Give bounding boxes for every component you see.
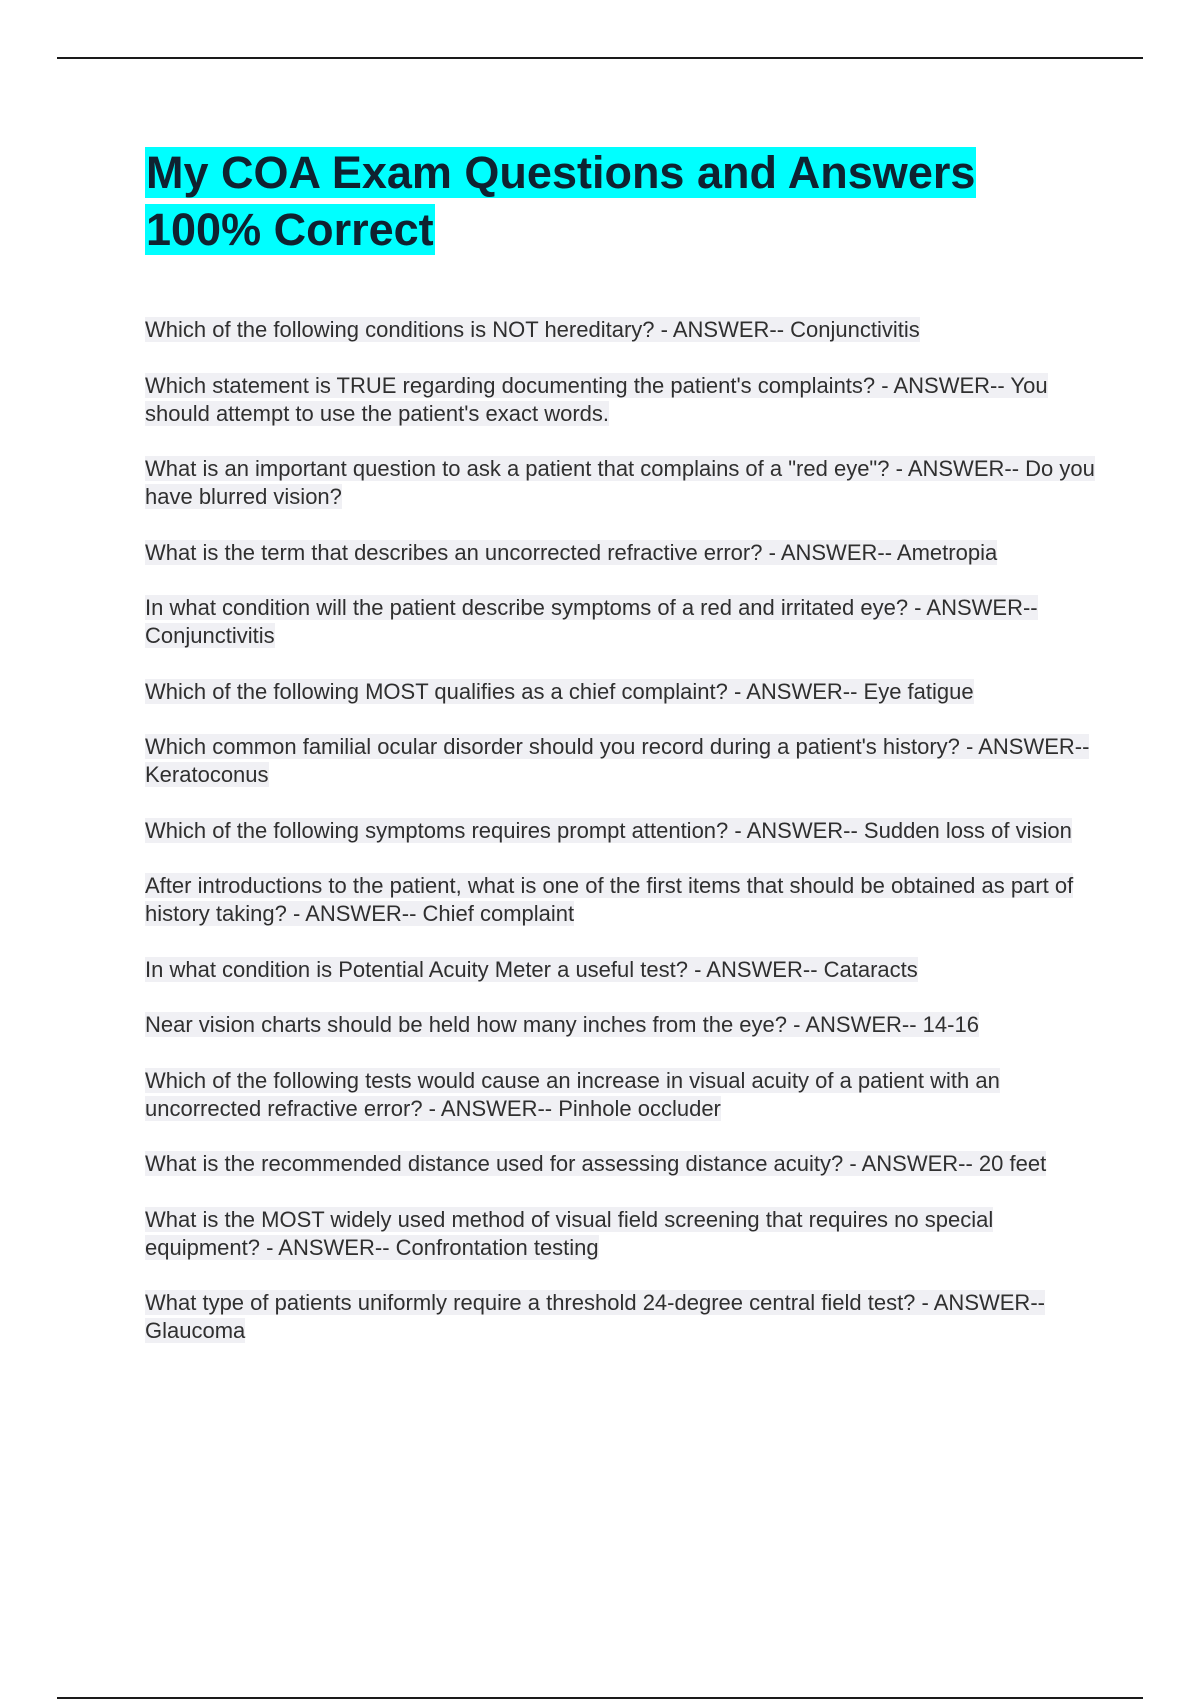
qa-item — [145, 817, 1095, 845]
qa-text: What type of patients uniformly require a threshold 24-degree central field test? - ANSWER-- Glaucoma — [145, 1290, 1045, 1343]
qa-text: What is the MOST widely used method of visual field screening that requires no special equipment? - ANSWER-- Confrontation testing — [145, 1206, 994, 1260]
document-body — [145, 144, 1095, 1373]
qa-item — [145, 539, 1095, 567]
qa-item — [145, 455, 1095, 511]
qa-text: What is the term that describes an uncorrected refractive error? - ANSWER-- Ametropia — [145, 539, 998, 565]
qa-item — [145, 372, 1095, 428]
qa-text: Which statement is TRUE regarding documenting the patient's complaints? - ANSWER-- You should attempt to use the patient's exact words. — [145, 372, 1048, 426]
qa-item — [145, 1206, 1095, 1262]
document-title-text: My COA Exam Questions and Answers 100% Correct — [146, 147, 976, 255]
document-title — [145, 144, 1095, 258]
qa-item — [145, 678, 1095, 706]
qa-item — [145, 1289, 1095, 1345]
qa-item — [145, 1011, 1095, 1039]
qa-item — [145, 594, 1095, 650]
top-rule — [57, 57, 1143, 59]
qa-item — [145, 316, 1095, 344]
qa-text: In what condition is Potential Acuity Meter a useful test? - ANSWER-- Cataracts — [145, 956, 918, 982]
qa-item — [145, 956, 1095, 984]
qa-list — [145, 316, 1095, 1345]
qa-text: What is the recommended distance used for assessing distance acuity? - ANSWER-- 20 feet — [145, 1151, 1047, 1176]
bottom-rule — [57, 1697, 1143, 1699]
qa-item — [145, 872, 1095, 928]
qa-text: In what condition will the patient describe symptoms of a red and irritated eye? - ANSWER-- Conjunctivitis — [145, 595, 1038, 648]
qa-text: Which of the following tests would cause an increase in visual acuity of a patient with an uncorrected refractive error? - ANSWER-- Pinhole occluder — [145, 1067, 1000, 1121]
qa-text: After introductions to the patient, what is one of the first items that should be obtained as part of history taking? - ANSWER-- Chief complaint — [145, 873, 1074, 926]
qa-text: Which of the following conditions is NOT hereditary? - ANSWER-- Conjunctivitis — [145, 317, 920, 342]
qa-text: Near vision charts should be held how many inches from the eye? - ANSWER-- 14-16 — [145, 1012, 979, 1037]
qa-text: Which of the following symptoms requires prompt attention? - ANSWER-- Sudden loss of vision — [145, 817, 1072, 843]
qa-item — [145, 1150, 1095, 1178]
qa-text: Which of the following MOST qualifies as a chief complaint? - ANSWER-- Eye fatigue — [145, 678, 974, 704]
qa-text: Which common familial ocular disorder should you record during a patient's history? - ANSWER-- Keratoconus — [145, 734, 1090, 787]
qa-item — [145, 1067, 1095, 1123]
qa-item — [145, 733, 1095, 789]
qa-text: What is an important question to ask a patient that complains of a "red eye"? - ANSWER-- Do you have blurred vision? — [145, 456, 1095, 509]
